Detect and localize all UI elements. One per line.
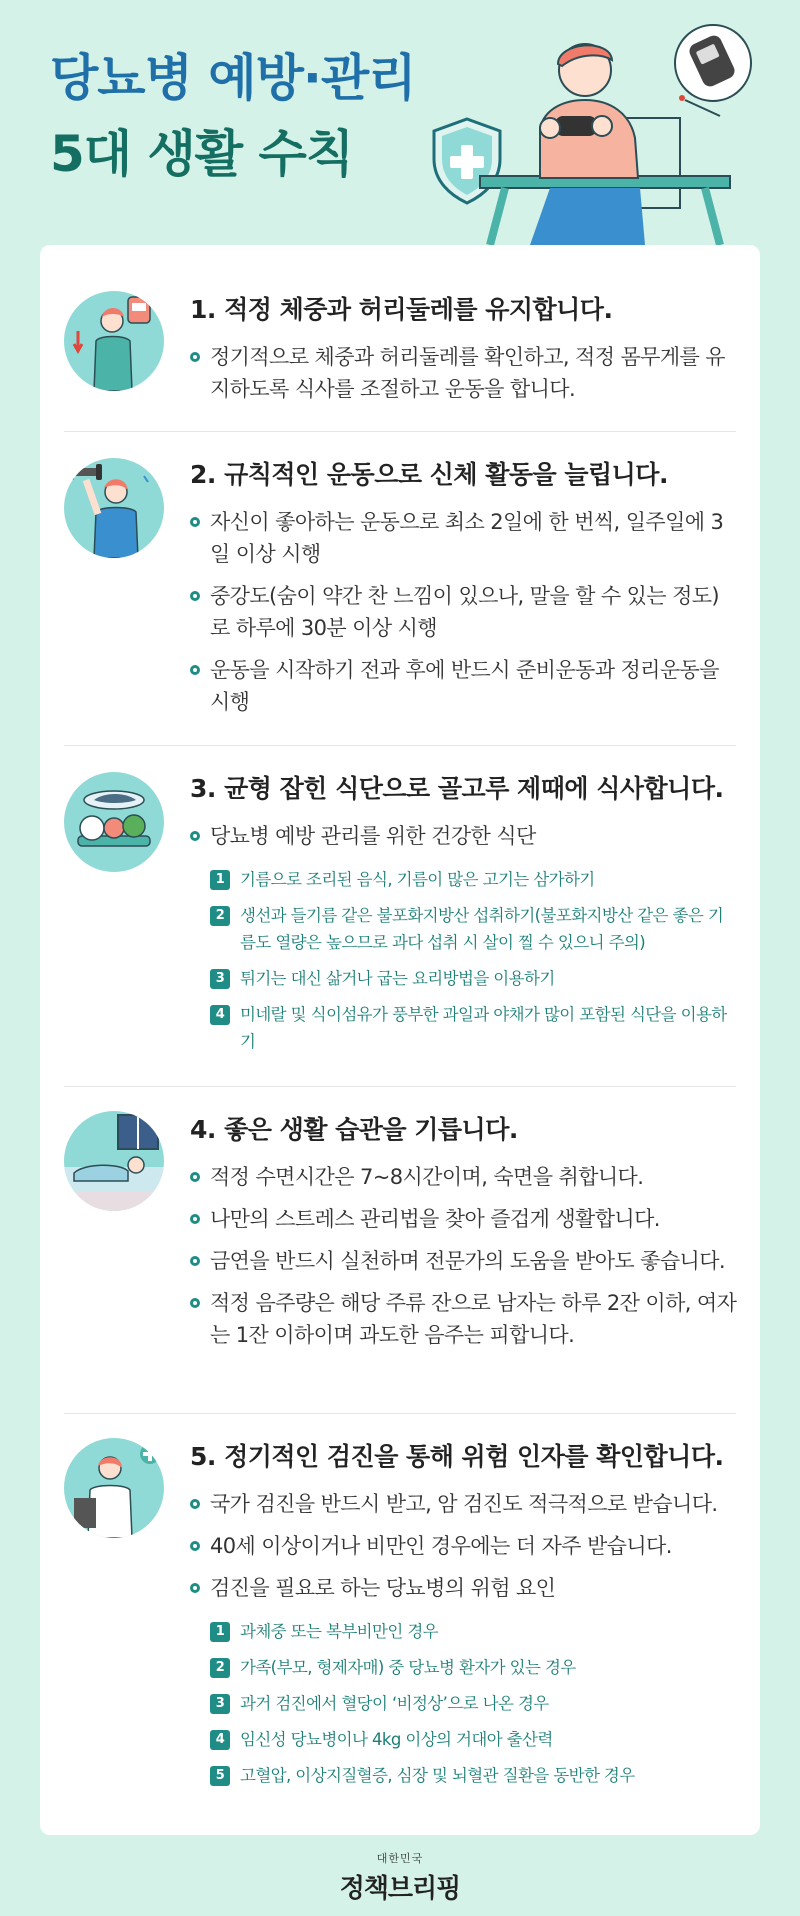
bullet-item: 나만의 스트레스 관리법을 찾아 즐겁게 생활합니다. bbox=[190, 1203, 738, 1235]
number-badge: 1 bbox=[210, 1622, 230, 1642]
footer-small-text: 대한민국 bbox=[376, 1852, 424, 1865]
number-badge: 5 bbox=[210, 1766, 230, 1786]
dumbbell-exercise-icon bbox=[64, 458, 164, 558]
number-badge: 2 bbox=[210, 1658, 230, 1678]
divider bbox=[64, 1086, 736, 1087]
numbered-item: 1 과체중 또는 복부비만인 경우 bbox=[190, 1618, 738, 1645]
bullet-item: 적정 수면시간은 7~8시간이며, 숙면을 취합니다. bbox=[190, 1161, 738, 1193]
bullet-item: 적정 음주량은 해당 주류 잔으로 남자는 하루 2잔 이하, 여자는 1잔 이하이며 과도한 음주는 피합니다. bbox=[190, 1287, 738, 1351]
header bbox=[0, 0, 800, 245]
bullet-item: 정기적으로 체중과 허리둘레를 확인하고, 적정 몸무게를 유지하도록 식사를 조절하고 운동을 합니다. bbox=[190, 341, 738, 405]
title-line2: 5대 생활 수칙 bbox=[50, 125, 354, 183]
bullet-item: 자신이 좋아하는 운동으로 최소 2일에 한 번씩, 일주일에 3일 이상 시행 bbox=[190, 506, 738, 570]
numbered-item: 3 튀기는 대신 삶거나 굽는 요리방법을 이용하기 bbox=[190, 965, 738, 992]
numbered-item: 4 미네랄 및 식이섬유가 풍부한 과일과 야채가 많이 포함된 식단을 이용하기 bbox=[190, 1001, 738, 1055]
section-title: 5. 정기적인 검진을 통해 위험 인자를 확인합니다. bbox=[190, 1442, 724, 1471]
section-title: 2. 규칙적인 운동으로 신체 활동을 늘립니다. bbox=[190, 460, 668, 489]
divider bbox=[64, 431, 736, 432]
number-badge: 4 bbox=[210, 1730, 230, 1750]
bullet-item: 40세 이상이거나 비만인 경우에는 더 자주 받습니다. bbox=[190, 1530, 738, 1562]
numbered-item: 3 과거 검진에서 혈당이 ‘비정상’으로 나온 경우 bbox=[190, 1690, 738, 1717]
number-badge: 1 bbox=[210, 870, 230, 890]
section-title: 1. 적정 체중과 허리둘레를 유지합니다. bbox=[190, 295, 613, 324]
policy-briefing-logo: 정책브리핑 bbox=[339, 1874, 461, 1904]
weight-check-person-icon bbox=[64, 291, 164, 391]
bullet-item: 당뇨병 예방 관리를 위한 건강한 식단 bbox=[190, 820, 738, 852]
numbered-item: 2 생선과 들기름 같은 불포화지방산 섭취하기(불포화지방산 같은 좋은 기름도 열량은 높으므로 과다 섭취 시 살이 찔 수 있으니 주의) bbox=[190, 902, 738, 956]
bullet-item: 검진을 필요로 하는 당뇨병의 위험 요인 bbox=[190, 1572, 738, 1604]
divider bbox=[64, 1413, 736, 1414]
bullet-item: 금연을 반드시 실천하며 전문가의 도움을 받아도 좋습니다. bbox=[190, 1245, 738, 1277]
numbered-item: 1 기름으로 조리된 음식, 기름이 많은 고기는 삼가하기 bbox=[190, 866, 738, 893]
number-badge: 4 bbox=[210, 1005, 230, 1025]
doctor-checkup-icon bbox=[64, 1438, 164, 1538]
person-measuring-glucose-illustration bbox=[470, 18, 770, 245]
sleeping-person-icon bbox=[64, 1111, 164, 1211]
bullet-item: 중강도(숨이 약간 찬 느낌이 있으나, 말을 할 수 있는 정도)로 하루에 30분 이상 시행 bbox=[190, 580, 738, 644]
numbered-item: 5 고혈압, 이상지질혈증, 심장 및 뇌혈관 질환을 동반한 경우 bbox=[190, 1762, 738, 1789]
bullet-item: 국가 검진을 반드시 받고, 암 검진도 적극적으로 받습니다. bbox=[190, 1488, 738, 1520]
number-badge: 3 bbox=[210, 969, 230, 989]
number-badge: 3 bbox=[210, 1694, 230, 1714]
title-line1: 당뇨병 예방·관리 bbox=[50, 49, 416, 107]
footer bbox=[0, 1850, 800, 1905]
page-title bbox=[50, 40, 416, 192]
healthy-meal-icon bbox=[64, 772, 164, 872]
divider bbox=[64, 745, 736, 746]
number-badge: 2 bbox=[210, 906, 230, 926]
section-title: 4. 좋은 생활 습관을 기릅니다. bbox=[190, 1115, 518, 1144]
bullet-item: 운동을 시작하기 전과 후에 반드시 준비운동과 정리운동을 시행 bbox=[190, 654, 738, 718]
numbered-item: 4 임신성 당뇨병이나 4kg 이상의 거대아 출산력 bbox=[190, 1726, 738, 1753]
section-title: 3. 균형 잡힌 식단으로 골고루 제때에 식사합니다. bbox=[190, 774, 724, 803]
content-card bbox=[40, 245, 760, 1835]
numbered-item: 2 가족(부모, 형제자매) 중 당뇨병 환자가 있는 경우 bbox=[190, 1654, 738, 1681]
